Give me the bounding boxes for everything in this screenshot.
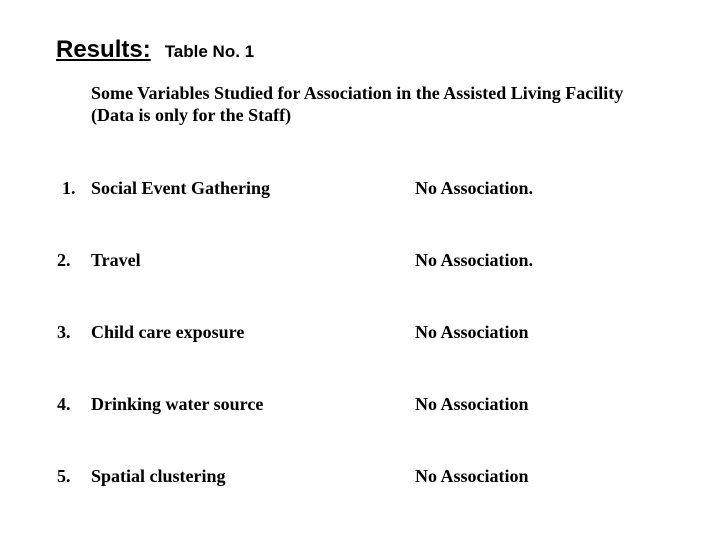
row-number: 5. bbox=[57, 466, 71, 486]
table-row bbox=[0, 176, 720, 200]
table-row bbox=[0, 248, 720, 272]
row-variable: Social Event Gathering bbox=[91, 178, 270, 198]
row-variable: Spatial clustering bbox=[91, 466, 226, 486]
table-row bbox=[0, 392, 720, 416]
results-label: Results: bbox=[56, 36, 151, 63]
row-number: 1. bbox=[62, 178, 76, 198]
row-result: No Association bbox=[415, 394, 529, 414]
table-row bbox=[0, 320, 720, 344]
row-variable: Travel bbox=[91, 250, 141, 270]
row-variable: Child care exposure bbox=[91, 322, 245, 342]
row-variable: Drinking water source bbox=[91, 394, 264, 414]
row-result: No Association. bbox=[415, 250, 534, 270]
row-result: No Association. bbox=[415, 178, 534, 198]
table-caption: Some Variables Studied for Association in the Assisted Living Facility (Data is only for the Staff) bbox=[91, 83, 624, 125]
table-row bbox=[0, 464, 720, 488]
row-number: 2. bbox=[57, 250, 71, 270]
row-result: No Association bbox=[415, 322, 529, 342]
row-number: 3. bbox=[57, 322, 71, 342]
table-number-label: Table No. 1 bbox=[164, 42, 255, 61]
row-number: 4. bbox=[57, 394, 71, 414]
results-heading bbox=[56, 36, 254, 64]
row-result: No Association bbox=[415, 466, 529, 486]
